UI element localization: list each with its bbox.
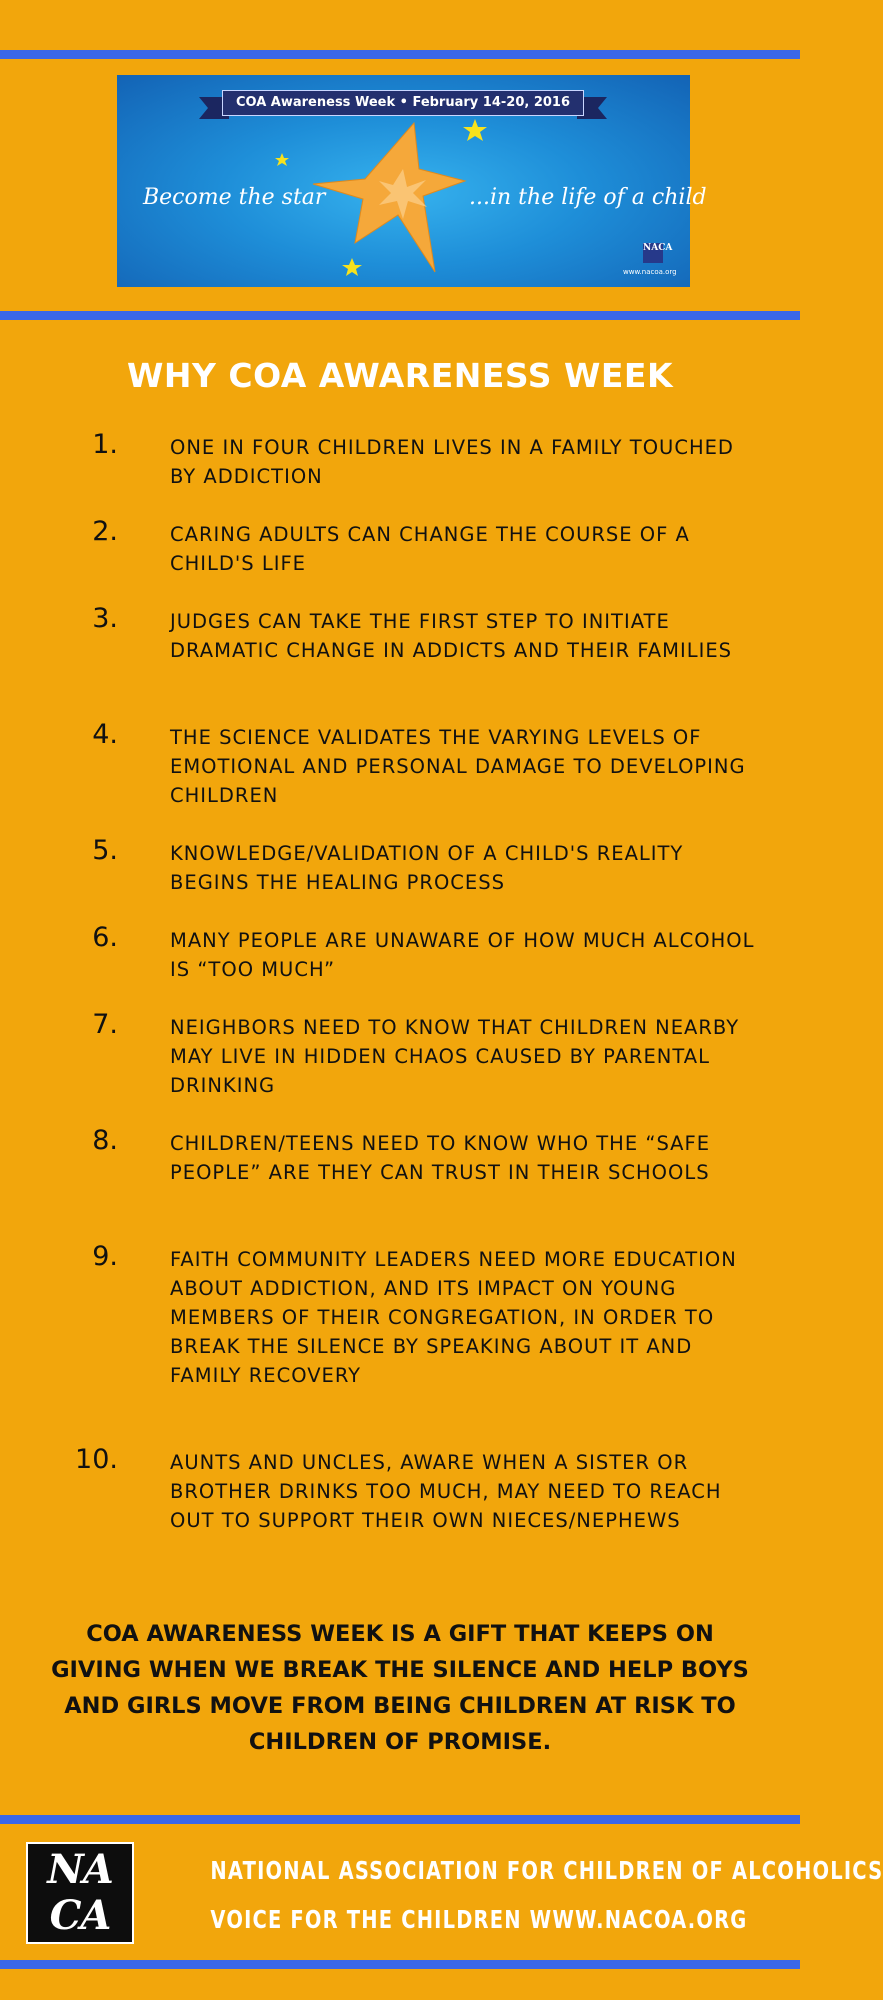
- logo-letters-top: NA: [47, 1846, 113, 1893]
- item-text: CHILDREN/TEENS NEED TO KNOW WHO THE “SAFE PEOPLE” ARE THEY CAN TRUST IN THEIR SCHOOLS: [170, 1132, 711, 1184]
- item-text: THE SCIENCE VALIDATES THE VARYING LEVELS OF EMOTIONAL AND PERSONAL DAMAGE TO DEVELOPING CHILDREN: [170, 726, 746, 807]
- item-text: CARING ADULTS CAN CHANGE THE COURSE OF A CHILD'S LIFE: [170, 523, 690, 575]
- org-slogan: VOICE FOR THE CHILDREN WWW.NACOA.ORG: [210, 1905, 748, 1934]
- item-number: 8.: [92, 1125, 118, 1156]
- page-title: WHY COA AWARENESS WEEK: [126, 356, 674, 395]
- item-number: 9.: [92, 1241, 118, 1272]
- item-text: AUNTS AND UNCLES, AWARE WHEN A SISTER OR BROTHER DRINKS TOO MUCH, MAY NEED TO REACH OUT TO SUPPORT THEIR OWN NIECES/NEPHEWS: [170, 1451, 722, 1532]
- item-text: MANY PEOPLE ARE UNAWARE OF HOW MUCH ALCOHOL IS “TOO MUCH”: [170, 929, 755, 981]
- footer-bottom-divider: [0, 1960, 800, 1969]
- banner-url: www.nacoa.org: [623, 268, 677, 276]
- item-number: 5.: [92, 835, 118, 866]
- item-number: 3.: [92, 603, 118, 634]
- item-text: ONE IN FOUR CHILDREN LIVES IN A FAMILY TOUCHED BY ADDICTION: [170, 436, 734, 488]
- tagline-left: Become the star: [143, 185, 326, 210]
- item-number: 2.: [92, 516, 118, 547]
- event-ribbon: COA Awareness Week • February 14-20, 2016: [222, 90, 584, 116]
- item-text: JUDGES CAN TAKE THE FIRST STEP TO INITIATE DRAMATIC CHANGE IN ADDICTS AND THEIR FAMILIES: [170, 610, 733, 662]
- item-number: 1.: [92, 429, 118, 460]
- org-name: NATIONAL ASSOCIATION FOR CHILDREN OF ALCOHOLICS: [210, 1856, 883, 1885]
- item-text: FAITH COMMUNITY LEADERS NEED MORE EDUCATION ABOUT ADDICTION, AND ITS IMPACT ON YOUNG MEMBERS OF THEIR CONGREGATION, IN ORDER TO BREAK THE SILENCE BY SPEAKING ABOUT IT AND FAMILY RECOVERY: [170, 1248, 737, 1387]
- item-number: 4.: [92, 719, 118, 750]
- footer-top-divider: [0, 1815, 800, 1824]
- nacoa-logo: [26, 1842, 134, 1944]
- item-number: 10.: [75, 1444, 118, 1475]
- item-number: 7.: [92, 1009, 118, 1040]
- item-text: KNOWLEDGE/VALIDATION OF A CHILD'S REALITY BEGINS THE HEALING PROCESS: [170, 842, 684, 894]
- tagline-right: ...in the life of a child: [469, 185, 707, 210]
- item-number: 6.: [92, 922, 118, 953]
- closing-statement: COA AWARENESS WEEK IS A GIFT THAT KEEPS ON GIVING WHEN WE BREAK THE SILENCE AND HELP BOYS AND GIRLS MOVE FROM BEING CHILDREN AT RISK TO CHILDREN OF PROMISE.: [51, 1621, 749, 1755]
- nacoa-mini-logo: NACA: [643, 243, 663, 263]
- logo-letters-bottom: CA: [49, 1892, 111, 1939]
- item-text: NEIGHBORS NEED TO KNOW THAT CHILDREN NEARBY MAY LIVE IN HIDDEN CHAOS CAUSED BY PARENTAL DRINKING: [170, 1016, 740, 1097]
